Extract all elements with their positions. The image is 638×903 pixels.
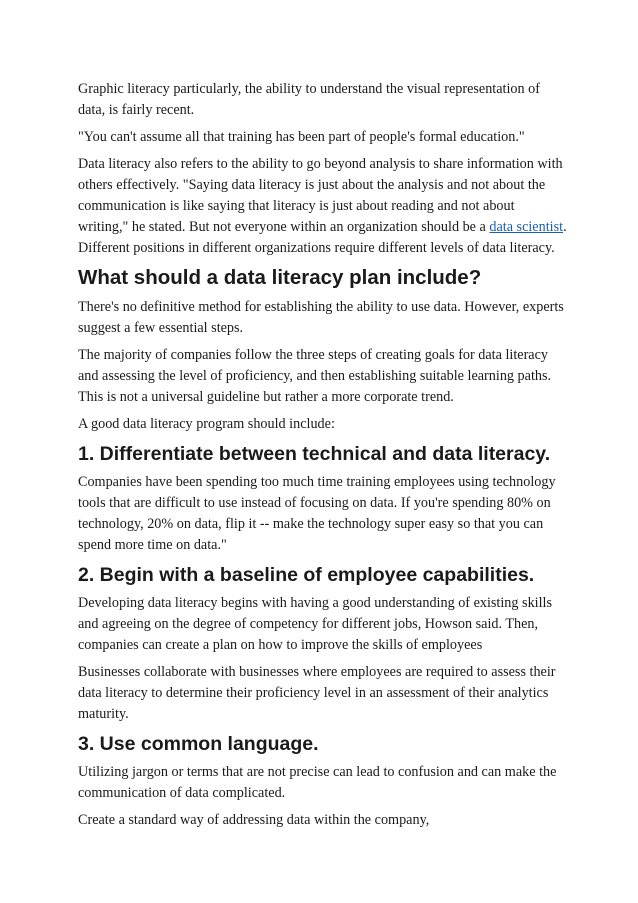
paragraph-step-2-body: Developing data literacy begins with having a good understanding of existing skills and agreeing on the degree of competency for different jobs, Howson said. Then, companies can create a plan on how to improve the skills of employees [78,595,553,653]
paragraph-step-2-businesses: Businesses collaborate with businesses where employees are required to assess their data literacy to determine their proficiency level in an assessment of their analytics maturity. [78,664,556,722]
heading-step-2: 2. Begin with a baseline of employee capabilities. [78,564,535,586]
paragraph-step-3-jargon: Utilizing jargon or terms that are not precise can lead to confusion and can make the communication of data complicated. [78,764,557,801]
paragraph-quote-training: "You can't assume all that training has been part of people's formal education." [78,129,525,145]
heading-step-3: 3. Use common language. [78,733,319,755]
paragraph-program-should-include: A good data literacy program should include: [78,416,335,432]
paragraph-graphic-literacy: Graphic literacy particularly, the ability to understand the visual representation of data, is fairly recent. [78,81,540,118]
paragraph-data-literacy-communication [78,154,568,259]
paragraph-text-before-link: Data literacy also refers to the ability to go beyond analysis to share information with others effectively. "Saying data literacy is just about the analysis and not about the communication is like saying that literacy is just about reading and not about writing," he stated. But not everyone within an organization should be a [78,156,563,235]
paragraph-no-definitive-method: There's no definitive method for establishing the ability to use data. However, experts suggest a few essential steps. [78,299,564,336]
heading-step-1: 1. Differentiate between technical and data literacy. [78,443,551,465]
heading-data-literacy-plan: What should a data literacy plan include? [78,266,482,289]
paragraph-text-after-link: . Different positions in different organizations require different levels of data literacy. [78,219,567,256]
data-scientist-link[interactable]: data scientist [489,219,564,235]
paragraph-three-steps: The majority of companies follow the three steps of creating goals for data literacy and assessing the level of proficiency, and then establishing suitable learning paths. This is not a universal guideline but rather a more corporate trend. [78,347,552,405]
paragraph-step-1-body: Companies have been spending too much time training employees using technology tools that are difficult to use instead of focusing on data. If you're spending 80% on technology, 20% on data, flip it -- make the technology super easy so that you can spend more time on data." [78,474,556,553]
paragraph-step-3-standard-way: Create a standard way of addressing data within the company, [78,812,430,828]
